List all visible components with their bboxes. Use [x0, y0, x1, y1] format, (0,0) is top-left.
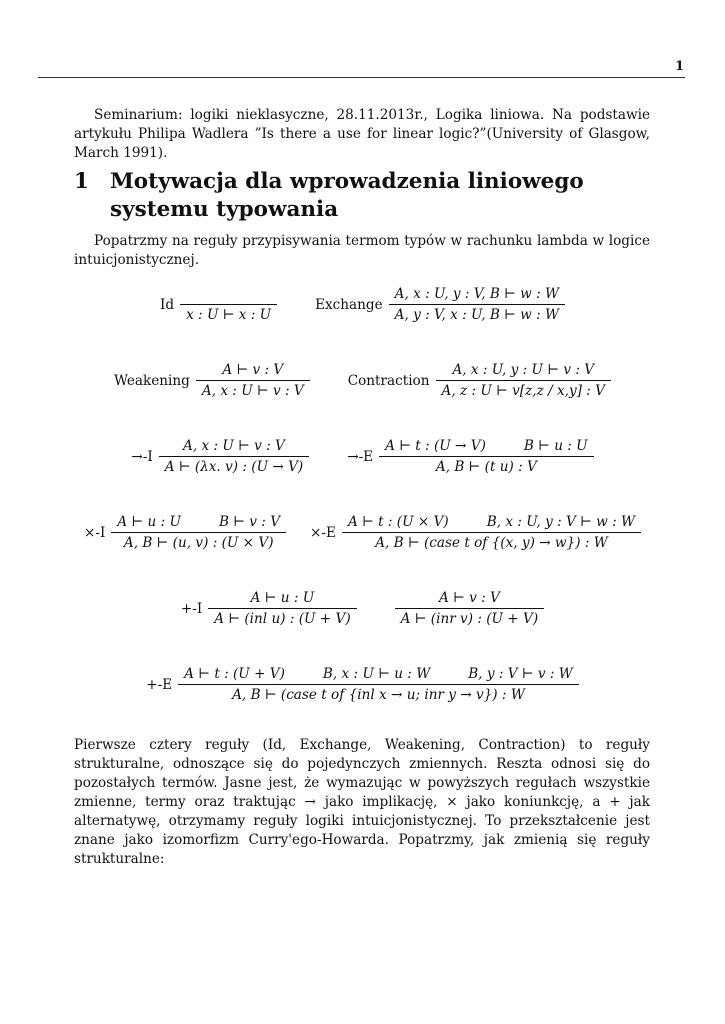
rule-exchange: [315, 286, 565, 323]
rule-contraction: [348, 362, 611, 399]
header-rule: [38, 77, 685, 78]
rule-name: →-E: [347, 448, 374, 465]
rule-imp-intro: [131, 438, 309, 475]
inference: [208, 590, 356, 627]
rule-imp-elim: [347, 438, 593, 475]
inference: [395, 590, 545, 627]
premise: A ⊢ u : U: [117, 514, 181, 530]
premise: A ⊢ v : V: [438, 590, 500, 606]
rule-premises: [342, 514, 641, 532]
intro-paragraph: Seminarium: logiki nieklasyczne, 28.11.2013r., Logika liniowa. Na podstawie artykułu Philipa Wadlera ”Is there a use for linear logic?”(University of Glasgow, March 1991).: [74, 107, 650, 161]
rule-premises: [159, 438, 310, 456]
rule-row-3: [0, 438, 725, 475]
rule-conclusion: A, z : U ⊢ v[z,z / x,y] : V: [441, 383, 605, 399]
rule-conclusion: A, B ⊢ (case t of {(x, y) → w}) : W: [375, 535, 608, 551]
premise: A ⊢ t : (U + V): [184, 666, 285, 682]
rule-conclusion: A, B ⊢ (u, v) : (U × V): [123, 535, 274, 551]
premise: A, x : U, y : V, B ⊢ w : W: [394, 286, 560, 302]
inference: [389, 286, 565, 323]
rule-premises: [395, 590, 545, 608]
rule-premises: [180, 286, 277, 304]
rule-conclusion: A, x : U ⊢ v : V: [201, 383, 304, 399]
rule-row-2: [0, 362, 725, 399]
rule-premises: [389, 286, 565, 304]
rule-plus-elim: [146, 666, 579, 703]
rule-weakening: [114, 362, 310, 399]
premise: B, y : V ⊢ v : W: [468, 666, 573, 682]
rule-times-elim: [310, 514, 641, 551]
closing-paragraph: Pierwsze cztery reguły (Id, Exchange, Weakening, Contraction) to reguły strukturalne, odnoszące się do pojedynczych zmiennych. Reszta odnosi się do pozostałych termów. Jasne jest, że wymazując w powyższych regułach wszystkie zmienne, termy oraz traktując → jako implikację, × jako koniunkcję, a + jak alternatywę, otrzymamy reguły logiki intuicjonistycznej. To przekształcenie jest znane jako izomorfizm Curry'ego-Howarda. Popatrzmy, jak zmienią się reguły strukturalne:: [74, 737, 650, 867]
rule-times-intro: [84, 514, 286, 551]
rule-conclusion: A, B ⊢ (case t of {inl x → u; inr y → v}) : W: [232, 687, 525, 703]
rule-conclusion: x : U ⊢ x : U: [186, 307, 272, 323]
section-title: Motywacja dla wprowadzenia liniowego systemu typowania: [110, 169, 584, 222]
premise: B ⊢ u : U: [523, 438, 588, 454]
inference: [436, 362, 612, 399]
rule-name: Contraction: [347, 372, 430, 389]
premise: B, x : U, y : V ⊢ w : W: [486, 514, 635, 530]
rule-conclusion: A ⊢ (λx. v) : (U → V): [164, 459, 304, 475]
rule-id: [160, 286, 277, 323]
inference: [178, 666, 579, 703]
premise: A ⊢ t : (U → V): [385, 438, 486, 454]
rule-plus-intro-right: [395, 590, 545, 627]
rule-row-1: [0, 286, 725, 323]
rule-name: Id: [159, 296, 175, 313]
rule-conclusion: A, B ⊢ (t u) : V: [435, 459, 537, 475]
premise: B ⊢ v : V: [218, 514, 281, 530]
inference: [159, 438, 310, 475]
section-number: 1: [74, 169, 89, 194]
rule-conclusion: A, y : V, x : U, B ⊢ w : W: [394, 307, 560, 323]
rule-premises: [111, 514, 286, 532]
premise: B, x : U ⊢ u : W: [322, 666, 431, 682]
rule-name: Weakening: [114, 372, 190, 389]
rule-plus-intro-left: [181, 590, 357, 627]
rule-premises: [379, 438, 594, 456]
rule-name: +-I: [180, 600, 203, 617]
premise: A, x : U, y : U ⊢ v : V: [452, 362, 595, 378]
premise: A ⊢ t : (U × V): [347, 514, 449, 530]
section-heading: [74, 168, 654, 224]
rule-conclusion: A ⊢ (inr v) : (U + V): [400, 611, 539, 627]
rule-name: ×-E: [310, 524, 336, 541]
rule-premises: [178, 666, 579, 684]
rule-name: Exchange: [315, 296, 383, 313]
rule-row-6: [0, 666, 725, 703]
premise: A ⊢ v : V: [222, 362, 284, 378]
inference: [111, 514, 286, 551]
premise: A, x : U ⊢ v : V: [183, 438, 285, 454]
lead-paragraph: Popatrzmy na reguły przypisywania termom typów w rachunku lambda w logice intuicjonistycznej.: [74, 233, 650, 268]
rule-premises: [196, 362, 310, 380]
rule-name: +-E: [146, 676, 173, 693]
rule-premises: [208, 590, 356, 608]
inference: [379, 438, 594, 475]
inference: [342, 514, 641, 551]
inference: [180, 286, 277, 323]
rule-row-5: [0, 590, 725, 627]
premise: A ⊢ u : U: [250, 590, 315, 606]
inference: [196, 362, 310, 399]
rule-conclusion: A ⊢ (inl u) : (U + V): [214, 611, 351, 627]
rule-name: →-I: [131, 448, 153, 465]
rule-name: ×-I: [84, 524, 106, 541]
page-number: 1: [674, 59, 684, 74]
rule-premises: [436, 362, 612, 380]
rule-row-4: [0, 514, 725, 551]
